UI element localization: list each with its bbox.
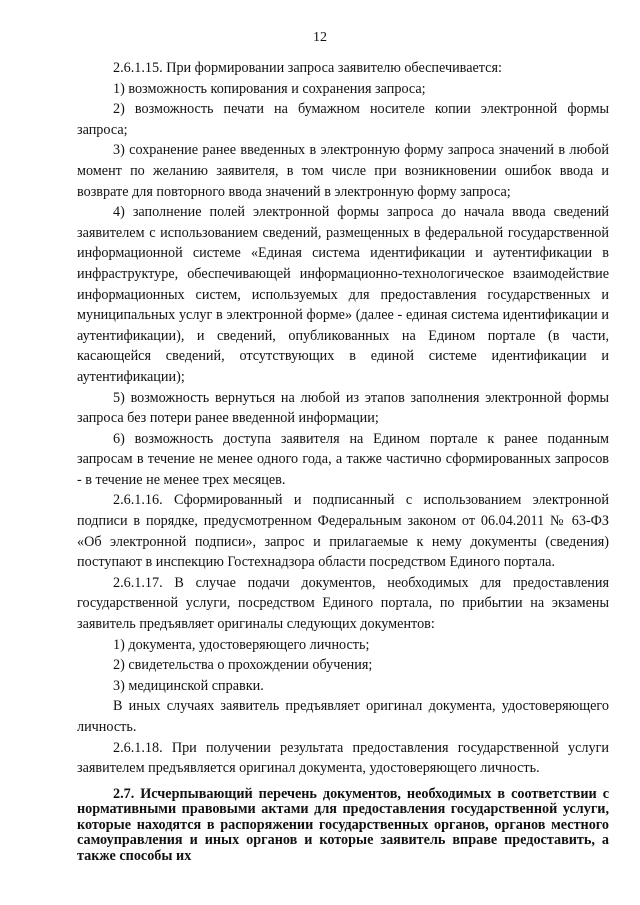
list-item-prefill: 4) заполнение полей электронной формы запроса до начала ввода сведений заявителем с использованием сведений, размещенных в федеральной государственной информационной системе «Единая система идентификации и аутентификации в инфраструктуре, обеспечивающей информационно-технологическое взаимодействие информационных систем, используемых для предоставления государственных и муниципальных услуг в электронной форме» (далее - единая система идентификации и аутентификации), и сведений, опубликованных на Едином портале (в части, касающейся сведений, отсутствующих в единой системе идентификации и аутентификации); (77, 204, 609, 385)
list-item-return-step: 5) возможность вернуться на любой из этапов заполнения электронной формы запроса без потери ранее введенной информации; (77, 389, 609, 427)
section-heading-2-7: 2.7. Исчерпывающий перечень документов, необходимых в соответствии с нормативными правовыми актами для предоставления государственной услуги, которые находятся в распоряжении государственных органов, органов местного самоуправления и иных органов и которые заявитель вправе предоставить, а также способы их (77, 785, 609, 864)
list-item-identity-document: 1) документа, удостоверяющего личность; (113, 636, 370, 653)
paragraph-2-6-1-16: 2.6.1.16. Сформированный и подписанный с использованием электронной подписи в порядке, предусмотренном Федеральным законом от 06.04.2011 № 63-ФЗ «Об электронной подписи», запрос и прилагаемые к нему документы (сведения) поступают в инспекцию Гостехнадзора области посредством Единого портала. (77, 492, 609, 571)
paragraph-other-cases: В иных случаях заявитель предъявляет оригинал документа, удостоверяющего личность. (77, 698, 609, 735)
list-item-medical-certificate: 3) медицинской справки. (113, 677, 264, 694)
list-item-training-certificate: 2) свидетельства о прохождении обучения; (113, 657, 373, 674)
page-number: 12 (313, 30, 327, 45)
paragraph-2-6-1-17: 2.6.1.17. В случае подачи документов, необходимых для предоставления государственной услуги, посредством Единого портала, по прибытии на экзамены заявитель предъявляет оригиналы следующих документов: (77, 574, 609, 633)
list-item-access: 6) возможность доступа заявителя на Едином портале к ранее поданным запросам в течение не менее одного года, а также частично сформированных запросов - в течение не менее трех месяцев. (77, 430, 609, 488)
document-body (77, 58, 609, 864)
list-item-copy-save: 1) возможность копирования и сохранения запроса; (113, 80, 426, 97)
paragraph-2-6-1-15: 2.6.1.15. При формировании запроса заявителю обеспечивается: (113, 60, 502, 76)
paragraph-2-6-1-18: 2.6.1.18. При получении результата предоставления государственной услуги заявителем предъявляется оригинал документа, удостоверяющего личность. (77, 739, 609, 777)
list-item-print: 2) возможность печати на бумажном носителе копии электронной формы запроса; (77, 101, 609, 138)
list-item-keep-values: 3) сохранение ранее введенных в электронную форму запроса значений в любой момент по желанию заявителя, в том числе при возникновении ошибок ввода и возврате для повторного ввода значений в электронную форму запроса; (77, 142, 609, 200)
